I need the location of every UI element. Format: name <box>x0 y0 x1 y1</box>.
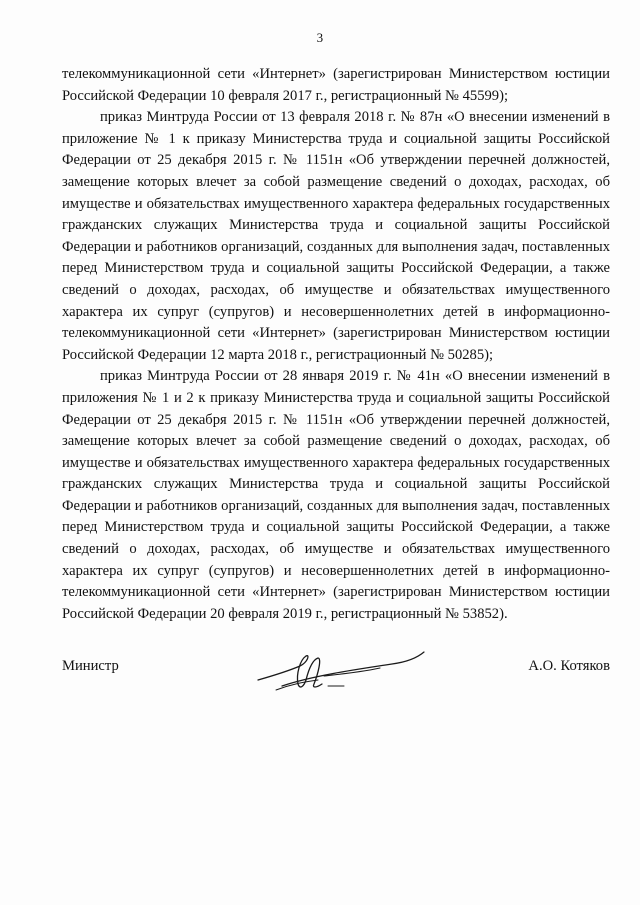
document-body <box>62 64 610 625</box>
paragraph-order-2019: приказ Минтруда России от 28 января 2019 г. № 41н «О внесении изменений в приложения № 1 и 2 к приказу Министерства труда и социальной защиты Российской Федерации от 25 декабря 2015 г. № 1151н «Об утверждении перечней должностей, замещение которых влечет за собой размещение сведений о доходах, расходах, об имуществе и обязательствах имущественного характера федеральных государственных гражданских служащих Министерства труда и социальной защиты Российской Федерации и работников организаций, созданных для выполнения задач, поставленных перед Министерством труда и социальной защиты Российской Федерации, а также сведений о доходах, расходах, об имуществе и обязательствах имущественного характера их супруг (супругов) и несовершеннолетних детей в информационно-телекоммуникационной сети «Интернет» (зарегистрирован Министерством юстиции Российской Федерации 20 февраля 2019 г., регистрационный № 53852). <box>62 368 610 622</box>
signer-title: Министр <box>62 658 119 674</box>
page-number: 3 <box>316 30 324 45</box>
paragraph-continuation: телекоммуникационной сети «Интернет» (зарегистрирован Министерством юстиции Российской Федерации 10 февраля 2017 г., регистрационный № 45599); <box>62 66 610 104</box>
handwritten-signature-icon <box>252 646 442 696</box>
signature-block <box>62 654 610 714</box>
signer-name: А.О. Котяков <box>528 658 610 674</box>
paragraph-order-2018: приказ Минтруда России от 13 февраля 2018 г. № 87н «О внесении изменений в приложение № 1 к приказу Министерства труда и социальной защиты Российской Федерации от 25 декабря 2015 г. № 1151н «Об утверждении перечней должностей, замещение которых влечет за собой размещение сведений о доходах, расходах, об имуществе и обязательствах имущественного характера федеральных государственных гражданских служащих Министерства труда и социальной защиты Российской Федерации и работников организаций, созданных для выполнения задач, поставленных перед Министерством труда и социальной защиты Российской Федерации, а также сведений о доходах, расходах, об имуществе и обязательствах имущественного характера их супруг (супругов) и несовершеннолетних детей в информационно-телекоммуникационной сети «Интернет» (зарегистрирован Министерством юстиции Российской Федерации 12 марта 2018 г., регистрационный № 50285); <box>62 109 610 363</box>
